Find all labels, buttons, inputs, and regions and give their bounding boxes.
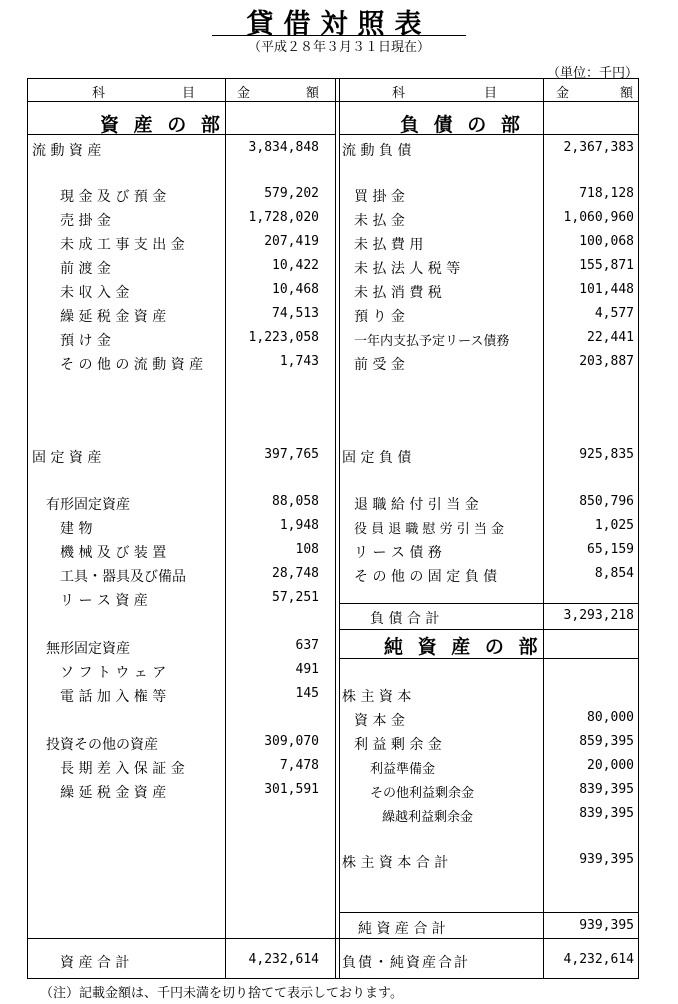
assets-total-label: 資 産 合 計 [60,955,130,971]
asset-amount: 491 [295,662,319,677]
liability-label: 未 払 消 費 税 [354,285,442,301]
asset-label: 機 械 及 び 装 置 [60,545,167,561]
assets-section-header: 資 産 の 部 [100,114,224,136]
liability-label: 預 り 金 [354,309,405,325]
balance-sheet-table [27,78,639,979]
liability-label: そ の 他 の 固 定 負 債 [354,569,498,585]
asset-amount: 1,223,058 [248,330,319,345]
asset-amount: 1,743 [279,354,319,369]
asset-label: 繰 延 税 金 資 産 [60,785,167,801]
asset-label: 未 成 工 事 支 出 金 [60,237,185,253]
asset-label: 未 収 入 金 [60,285,130,301]
footnote: （注）記載金額は、千円未満を切り捨てて表示しております。 [40,986,403,1001]
column-divider [339,78,340,979]
asset-label: 無形固定資産 [46,641,130,657]
liability-amount: 8,854 [594,566,634,581]
row-divider [339,603,639,604]
liabilities-total-amount: 3,293,218 [563,608,634,623]
asset-label: そ の 他 の 流 動 資 産 [60,357,204,373]
asset-label: 建 物 [60,521,93,537]
asset-amount: 1,948 [279,518,319,533]
liabilities-net-assets-total-label: 負債・純資産合計 [342,955,470,971]
net-asset-label: 繰越利益剰余金 [382,810,474,825]
asset-label: リ ー ス 資 産 [60,593,148,609]
liability-label: 退 職 給 付 引 当 金 [354,497,479,513]
net-asset-label: 利 益 剰 余 金 [354,737,442,753]
liability-amount: 203,887 [579,354,634,369]
liabilities-section-header: 負 債 の 部 [400,114,524,136]
liability-amount: 925,835 [579,447,634,462]
asset-amount: 28,748 [272,566,319,581]
column-divider [335,78,336,979]
liability-label: 固 定 負 債 [342,450,412,466]
liability-amount: 718,128 [579,186,634,201]
liability-amount: 100,068 [579,234,634,249]
asset-label: ソ フ ト ウ ェ ア [60,665,167,681]
asset-amount: 7,478 [279,758,319,773]
liability-amount: 22,441 [587,330,634,345]
asset-amount: 10,468 [272,282,319,297]
asset-amount: 88,058 [272,494,319,509]
asset-amount: 397,765 [264,447,319,462]
liability-amount: 1,025 [594,518,634,533]
net-asset-label: その他利益剰余金 [370,786,475,801]
asset-label: 工具・器具及び備品 [60,569,186,585]
liability-label: 買 掛 金 [354,189,405,205]
row-divider [339,629,639,630]
header-amount-left: 金 [237,86,251,101]
net-asset-label: 資 本 金 [354,713,405,729]
net-asset-label: 利益準備金 [370,762,436,777]
net-assets-section-header: 純 資 産 の 部 [384,636,542,658]
header-amount-right: 額 [620,86,634,101]
net-asset-amount: 859,395 [579,734,634,749]
net-asset-label: 株 主 資 本 [342,689,412,705]
liability-label: 一年内支払予定リース債務 [354,334,510,349]
asset-amount: 74,513 [272,306,319,321]
shareholders-equity-total-amount: 939,395 [579,852,634,867]
liability-amount: 155,871 [579,258,634,273]
header-item-left: 目 [182,86,196,101]
liability-label: 未 払 法 人 税 等 [354,261,461,277]
asset-amount: 145 [295,686,319,701]
liability-amount: 1,060,960 [563,210,634,225]
liability-amount: 850,796 [579,494,634,509]
asset-label: 投資その他の資産 [46,737,158,753]
asset-amount: 579,202 [264,186,319,201]
asset-amount: 1,728,020 [248,210,319,225]
asset-amount: 3,834,848 [248,140,319,155]
asset-amount: 57,251 [272,590,319,605]
liability-label: 前 受 金 [354,357,405,373]
liability-label: 未 払 費 用 [354,237,424,253]
liability-label: リ ー ス 債 務 [354,545,442,561]
net-asset-amount: 839,395 [579,806,634,821]
asset-label: 固 定 資 産 [32,450,102,466]
asset-amount: 207,419 [264,234,319,249]
header-item-right: 科 [392,86,406,101]
column-divider [225,78,226,979]
asset-amount: 108 [295,542,319,557]
net-asset-amount: 839,395 [579,782,634,797]
asset-label: 有形固定資産 [46,497,130,513]
shareholders-equity-total-label: 株 主 資 本 合 計 [342,855,449,871]
liabilities-net-assets-total-amount: 4,232,614 [563,952,634,967]
asset-amount: 309,070 [264,734,319,749]
liability-amount: 65,159 [587,542,634,557]
page-title: 貸借対照表 [246,9,432,40]
liability-label: 流 動 負 債 [342,143,412,159]
net-asset-amount: 80,000 [587,710,634,725]
liability-label: 役 員 退 職 慰 労 引 当 金 [354,522,505,537]
header-item-right: 目 [484,86,498,101]
asset-label: 繰 延 税 金 資 産 [60,309,167,325]
assets-total-amount: 4,232,614 [248,952,319,967]
asset-label: 現 金 及 び 預 金 [60,189,167,205]
asset-label: 預 け 金 [60,333,111,349]
row-divider [27,938,639,939]
header-amount-left: 額 [306,86,320,101]
column-divider [543,78,544,979]
asset-amount: 637 [295,638,319,653]
unit-label: （単位：千円） [546,66,638,81]
liability-amount: 101,448 [579,282,634,297]
asset-amount: 10,422 [272,258,319,273]
net-asset-amount: 20,000 [587,758,634,773]
asset-label: 前 渡 金 [60,261,111,277]
asset-amount: 301,591 [264,782,319,797]
asset-label: 電 話 加 入 権 等 [60,689,167,705]
as-of-date: （平成２８年３月３１日現在） [247,40,430,55]
asset-label: 売 掛 金 [60,213,111,229]
net-assets-total-label: 純 資 産 合 計 [358,921,446,937]
row-divider [27,101,639,102]
liability-amount: 4,577 [594,306,634,321]
liability-amount: 2,367,383 [563,140,634,155]
liabilities-total-label: 負 債 合 計 [370,611,440,627]
liability-label: 未 払 金 [354,213,405,229]
asset-label: 長 期 差 入 保 証 金 [60,761,185,777]
header-item-left: 科 [92,86,106,101]
net-assets-total-amount: 939,395 [579,918,634,933]
header-amount-right: 金 [556,86,570,101]
asset-label: 流 動 資 産 [32,143,102,159]
row-divider [339,912,639,913]
